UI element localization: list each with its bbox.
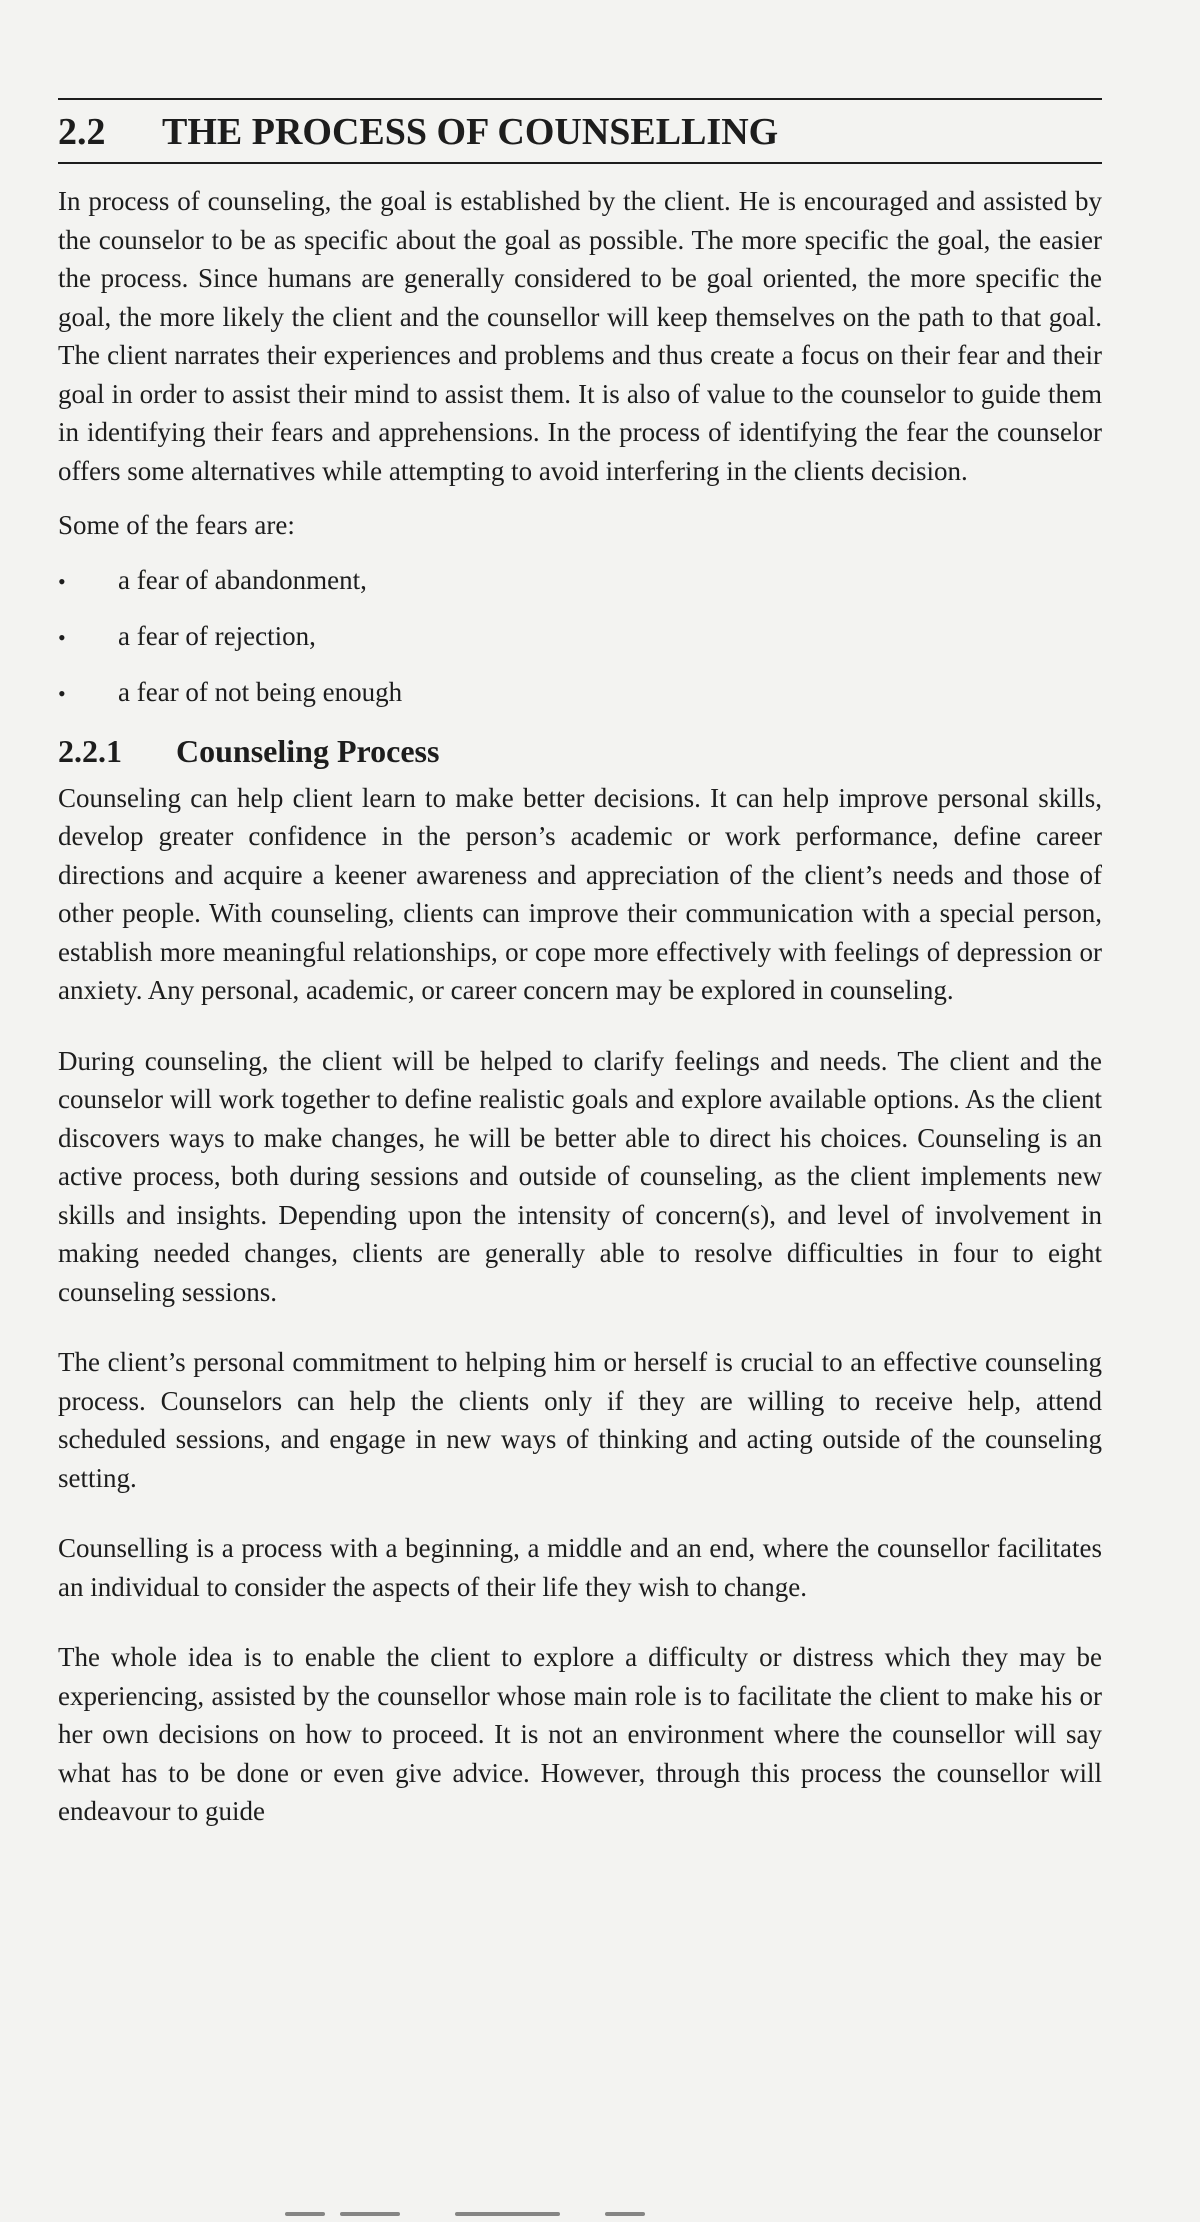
list-item: [58, 665, 1102, 721]
top-rule: [58, 98, 1102, 100]
intro-paragraph: In process of counseling, the goal is established by the client. He is encouraged and assisted by the counselor to be as specific about the goal as possible. The more specific the goal, the easier the process. Since humans are generally considered to be goal oriented, the more specific the goal, the more likely the client and the counsellor will keep themselves on the path to that goal. The client narrates their experiences and problems and thus create a focus on their fear and their goal in order to assist their mind to assist them. It is also of value to the counselor to guide them in identifying their fears and apprehensions. In the process of identifying the fear the counselor offers some alternatives while attempting to avoid interfering in the clients decision.: [58, 186, 1102, 486]
list-item: [58, 609, 1102, 665]
body-paragraph: Counselling is a process with a beginning, a middle and an end, where the counsellor facilitates an individual to consider the aspects of their life they wish to change.: [58, 1533, 1102, 1602]
body-paragraph: The client’s personal commitment to helping him or herself is crucial to an effective counseling process. Counselors can help the clients only if they are willing to receive help, attend scheduled sessions, and engage in new ways of thinking and acting outside of the counseling setting.: [58, 1347, 1102, 1493]
bullet-icon: •: [58, 680, 66, 706]
subsection-number: 2.2.1: [58, 732, 122, 769]
body-paragraph: Counseling can help client learn to make better decisions. It can help improve personal skills, develop greater confidence in the person’s academic or work performance, define career directions and acquire a keener awareness and appreciation of the client’s needs and those of other people. With counseling, clients can improve their communication with a special person, establish more meaningful relationships, or cope more effectively with feelings of depression or anxiety. Any personal, academic, or career concern may be explored in counseling.: [58, 782, 1102, 1005]
bullet-icon: •: [58, 624, 66, 650]
section-number: 2.2: [58, 111, 106, 153]
fears-lead: Some of the fears are:: [58, 510, 295, 540]
list-item-text: a fear of not being enough: [118, 676, 403, 707]
list-item: [58, 553, 1102, 609]
subsection-title: Counseling Process: [176, 732, 440, 769]
bullet-icon: •: [58, 568, 66, 594]
fears-list: [58, 553, 1102, 721]
body-paragraph: The whole idea is to enable the client to explore a difficulty or distress which they may be experiencing, assisted by the counsellor whose main role is to facilitate the client to make his or her own decisions on how to proceed. It is not an environment where the counsellor will say what has to be done or even give advice. However, through this process the counsellor will endeavour to guide: [58, 1642, 1102, 1826]
subsection-heading: [58, 731, 1102, 771]
list-item-text: a fear of rejection,: [118, 620, 316, 651]
section-heading: [58, 110, 1102, 164]
section-title: THE PROCESS OF COUNSELLING: [162, 111, 779, 153]
list-item-text: a fear of abandonment,: [118, 564, 367, 595]
body-paragraph: During counseling, the client will be helped to clarify feelings and needs. The client and the counselor will work together to define realistic goals and explore available options. As the client discovers ways to make changes, he will be better able to direct his choices. Counseling is an active process, both during sessions and outside of counseling, as the client implements new skills and insights. Depending upon the intensity of concern(s), and level of involvement in making needed changes, clients are generally able to resolve difficulties in four to eight counseling sessions.: [58, 1045, 1102, 1307]
scan-edge-marks: [0, 2192, 1200, 2222]
